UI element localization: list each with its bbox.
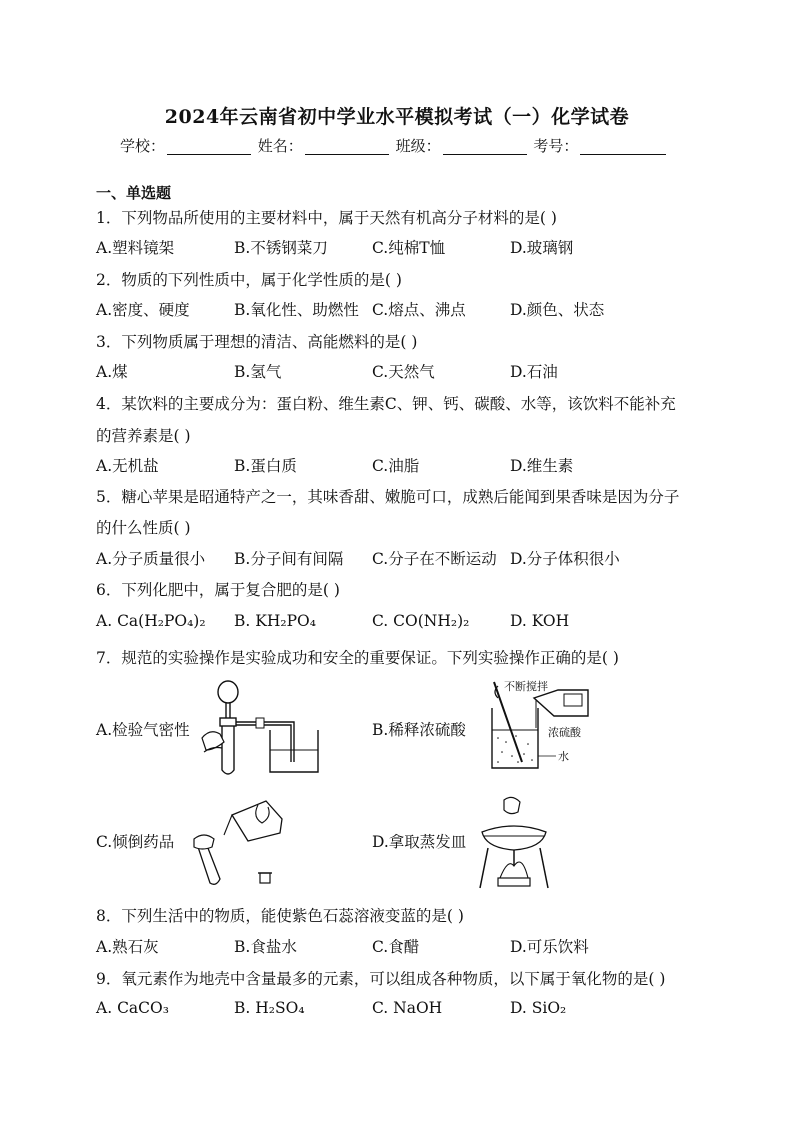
q8-option-b[interactable]: B.食盐水 xyxy=(234,938,297,956)
q6-option-a[interactable] xyxy=(96,612,206,630)
q1-option-c[interactable]: C.纯棉T恤 xyxy=(372,239,446,257)
q2-option-a[interactable]: A.密度、硬度 xyxy=(96,301,190,319)
number-label: 考号： xyxy=(533,137,579,155)
q1-option-d[interactable]: D.玻璃钢 xyxy=(510,239,574,257)
q5-option-a[interactable]: A.分子质量很小 xyxy=(96,550,206,568)
question-1-stem: 1．下列物品所使用的主要材料中，属于天然有机高分子材料的是( ) xyxy=(96,209,557,227)
q9-option-b[interactable] xyxy=(234,999,305,1017)
dilute-acid-figure xyxy=(488,676,598,776)
q6-option-c-letter: C. xyxy=(372,612,389,630)
q5-option-d[interactable]: D.分子体积很小 xyxy=(510,550,620,568)
q9-formula-a: CaCO₃ xyxy=(117,999,169,1017)
q4-option-d[interactable]: D.维生素 xyxy=(510,457,574,475)
q9-option-a-letter: A. xyxy=(96,999,113,1017)
question-2-stem: 2．物质的下列性质中，属于化学性质的是( ) xyxy=(96,271,402,289)
q1-option-b[interactable]: B.不锈钢菜刀 xyxy=(234,239,328,257)
name-blank[interactable] xyxy=(305,140,389,155)
q9-option-c[interactable] xyxy=(372,999,442,1017)
q7-option-a[interactable]: A.检验气密性 xyxy=(96,721,190,739)
question-6-stem: 6．下列化肥中，属于复合肥的是( ) xyxy=(96,581,340,599)
question-4-stem: 4．某饮料的主要成分为：蛋白粉、维生素C、钾、钙、碳酸、水等，该饮料不能补充 xyxy=(96,395,676,413)
q4-option-a[interactable]: A.无机盐 xyxy=(96,457,159,475)
q3-option-b[interactable]: B.氢气 xyxy=(234,363,282,381)
q6-option-a-letter: A. xyxy=(96,612,113,630)
question-3-stem: 3．下列物质属于理想的清洁、高能燃料的是( ) xyxy=(96,333,418,351)
q4-option-b[interactable]: B.蛋白质 xyxy=(234,457,297,475)
q6-option-c[interactable] xyxy=(372,612,469,630)
question-9-stem: 9．氧元素作为地壳中含量最多的元素，可以组成各种物质，以下属于氧化物的是( ) xyxy=(96,970,666,988)
q5-option-b[interactable]: B.分子间有间隔 xyxy=(234,550,344,568)
q3-option-a[interactable]: A.煤 xyxy=(96,363,128,381)
student-info-line xyxy=(120,135,668,156)
q9-formula-c: NaOH xyxy=(393,999,443,1017)
class-label: 班级： xyxy=(395,137,441,155)
q2-option-b[interactable]: B.氧化性、助燃性 xyxy=(234,301,359,319)
question-5-stem-cont: 的什么性质( ) xyxy=(96,519,191,537)
q6-formula-a: Ca(H₂PO₄)₂ xyxy=(117,612,206,630)
question-5-stem: 5．糖心苹果是昭通特产之一，其味香甜、嫩脆可口，成熟后能闻到果香味是因为分子 xyxy=(96,488,680,506)
q9-formula-b: H₂SO₄ xyxy=(255,999,305,1017)
q2-option-c[interactable]: C.熔点、沸点 xyxy=(372,301,466,319)
q8-option-d[interactable]: D.可乐饮料 xyxy=(510,938,589,956)
q7-option-c[interactable]: C.倾倒药品 xyxy=(96,833,175,851)
q9-option-d-letter: D. xyxy=(510,999,527,1017)
stir-label: 不断搅拌 xyxy=(504,680,548,693)
q1-option-a[interactable]: A.塑料镜架 xyxy=(96,239,175,257)
q4-option-c[interactable]: C.油脂 xyxy=(372,457,420,475)
q3-option-d[interactable]: D.石油 xyxy=(510,363,558,381)
q6-formula-b: KH₂PO₄ xyxy=(255,612,316,630)
q7-option-b[interactable]: B.稀释浓硫酸 xyxy=(372,721,466,739)
q9-option-a[interactable] xyxy=(96,999,169,1017)
exam-title: 2024年云南省初中学业水平模拟考试（一）化学试卷 xyxy=(164,106,630,128)
evaporating-dish-figure xyxy=(474,792,554,892)
name-label: 姓名： xyxy=(257,137,303,155)
number-blank[interactable] xyxy=(580,140,666,155)
q6-option-b-letter: B. xyxy=(234,612,251,630)
question-7-stem: 7．规范的实验操作是实验成功和安全的重要保证。下列实验操作正确的是( ) xyxy=(96,649,619,667)
q9-formula-d: SiO₂ xyxy=(531,999,567,1017)
q9-option-c-letter: C. xyxy=(372,999,389,1017)
q2-option-d[interactable]: D.颜色、状态 xyxy=(510,301,605,319)
pouring-reagent-figure xyxy=(192,795,302,890)
q6-option-b[interactable] xyxy=(234,612,316,630)
q8-option-c[interactable]: C.食醋 xyxy=(372,938,420,956)
q6-option-d[interactable] xyxy=(510,612,569,630)
q9-option-d[interactable] xyxy=(510,999,566,1017)
acid-label: 浓硫酸 xyxy=(548,726,581,739)
q5-option-c[interactable]: C.分子在不断运动 xyxy=(372,550,497,568)
q7-option-d[interactable]: D.拿取蒸发皿 xyxy=(372,833,467,851)
q6-option-d-letter: D. xyxy=(510,612,527,630)
question-8-stem: 8．下列生活中的物质，能使紫色石蕊溶液变蓝的是( ) xyxy=(96,907,464,925)
q8-option-a[interactable]: A.熟石灰 xyxy=(96,938,159,956)
school-blank[interactable] xyxy=(167,140,251,155)
section-title: 一、单选题 xyxy=(96,184,172,202)
q9-option-b-letter: B. xyxy=(234,999,251,1017)
airtightness-test-figure xyxy=(196,678,326,778)
class-blank[interactable] xyxy=(443,140,527,155)
school-label: 学校： xyxy=(120,137,166,155)
water-label: 水 xyxy=(558,750,569,763)
q3-option-c[interactable]: C.天然气 xyxy=(372,363,435,381)
question-4-stem-cont: 的营养素是( ) xyxy=(96,427,191,445)
q6-formula-c: CO(NH₂)₂ xyxy=(393,612,470,630)
q6-formula-d: KOH xyxy=(531,612,570,630)
